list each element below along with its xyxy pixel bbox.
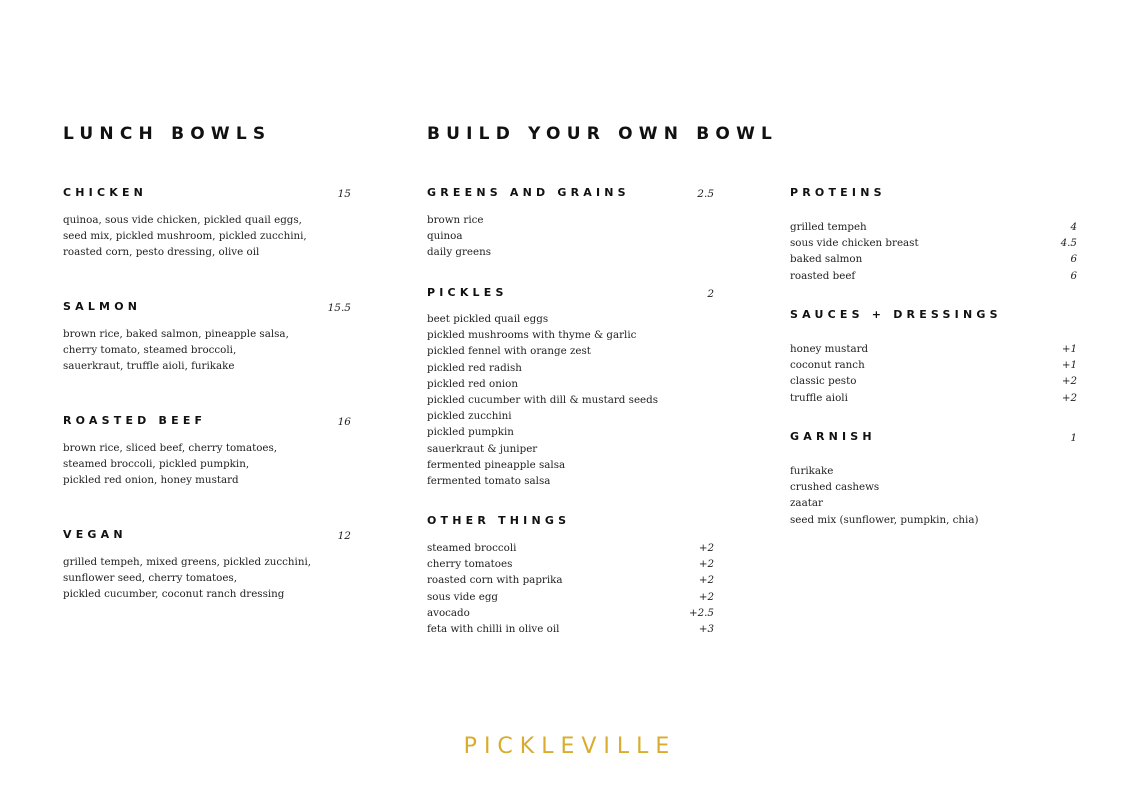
- item-price: +2: [698, 542, 714, 554]
- item-price: +2: [698, 590, 714, 603]
- section-title: OTHER THINGS: [427, 514, 571, 527]
- list-item: [790, 390, 1077, 406]
- pickles-section: [427, 286, 714, 496]
- item-name: coconut ranch: [790, 359, 865, 372]
- item-price: +2: [1061, 375, 1077, 388]
- list-item: quinoa: [427, 230, 463, 243]
- list-item: pickled red radish: [427, 361, 522, 374]
- bowl-price: 15: [337, 188, 351, 200]
- bowl-price: 12: [337, 530, 351, 542]
- description-line: brown rice, sliced beef, cherry tomatoes,: [63, 442, 278, 454]
- list-item: [790, 341, 1077, 357]
- description-line: brown rice, baked salmon, pineapple salsa,: [63, 328, 289, 340]
- list-item: [427, 621, 714, 637]
- description-line: quinoa, sous vide chicken, pickled quail eggs,: [63, 214, 302, 226]
- item-name: steamed broccoli: [427, 542, 517, 554]
- greens-and-grains-section: [427, 186, 714, 266]
- list-item: [427, 572, 714, 588]
- item-name: truffle aioli: [790, 391, 848, 404]
- item-price: +1: [1061, 359, 1077, 372]
- bowl-price: 16: [337, 416, 351, 428]
- section-price: 2: [707, 288, 714, 300]
- item-price: +2.5: [688, 606, 714, 619]
- sauces-list: [790, 341, 1077, 406]
- lunch-bowls-heading: LUNCH BOWLS: [63, 124, 272, 144]
- item-price: 6: [1070, 253, 1077, 266]
- brand-logo: PICKLEVILLE: [463, 734, 677, 759]
- item-name: roasted corn with paprika: [427, 574, 563, 587]
- bowl-price: 15.5: [327, 302, 351, 314]
- bowl-name: CHICKEN: [63, 186, 148, 199]
- bowl-salmon: [63, 300, 351, 380]
- list-item: pickled pumpkin: [427, 426, 514, 439]
- section-title: PROTEINS: [790, 186, 886, 199]
- list-item: fermented pineapple salsa: [427, 458, 566, 471]
- bowl-name: VEGAN: [63, 528, 127, 541]
- description-line: cherry tomato, steamed broccoli,: [63, 344, 237, 357]
- item-name: sous vide egg: [427, 590, 499, 603]
- section-title: SAUCES + DRESSINGS: [790, 308, 1002, 321]
- list-item: [790, 235, 1077, 251]
- build-column-middle: [427, 0, 714, 805]
- section-title: GARNISH: [790, 430, 876, 443]
- list-item: [790, 268, 1077, 284]
- bowl-description: [63, 212, 307, 261]
- build-your-own-heading: BUILD YOUR OWN BOWL: [427, 124, 779, 144]
- list-item: zaatar: [790, 497, 823, 510]
- description-line: pickled cucumber, coconut ranch dressing: [63, 588, 285, 601]
- list-item: pickled red onion: [427, 377, 518, 390]
- item-name: feta with chilli in olive oil: [427, 622, 560, 635]
- item-price: 4: [1070, 221, 1077, 233]
- item-name: sous vide chicken breast: [790, 237, 919, 250]
- list-item: pickled mushrooms with thyme & garlic: [427, 329, 637, 342]
- list-item: [790, 357, 1077, 373]
- description-line: sunflower seed, cherry tomatoes,: [63, 572, 237, 585]
- bowl-chicken: [63, 186, 351, 266]
- list-item: [790, 251, 1077, 267]
- bowl-name: ROASTED BEEF: [63, 414, 207, 427]
- garnish-list: [790, 463, 1077, 528]
- item-name: honey mustard: [790, 343, 869, 355]
- item-price: 4.5: [1060, 237, 1077, 250]
- item-name: classic pesto: [790, 375, 857, 388]
- item-price: +2: [698, 574, 714, 587]
- other-things-section: [427, 514, 714, 644]
- proteins-section: [790, 186, 1077, 286]
- list-item: [790, 373, 1077, 389]
- description-line: sauerkraut, truffle aioli, furikake: [63, 360, 235, 373]
- build-column-right: [790, 0, 1077, 805]
- item-name: cherry tomatoes: [427, 558, 513, 571]
- item-name: avocado: [427, 606, 470, 619]
- item-price: 6: [1070, 269, 1077, 282]
- sauces-section: [790, 308, 1077, 408]
- bowl-roasted-beef: [63, 414, 351, 494]
- greens-list: [427, 212, 714, 261]
- list-item: [427, 540, 714, 556]
- bowl-vegan: [63, 528, 351, 608]
- list-item: furikake: [790, 465, 834, 477]
- lunch-bowls-column: [63, 0, 351, 805]
- list-item: [790, 219, 1077, 235]
- list-item: pickled zucchini: [427, 410, 512, 423]
- description-line: steamed broccoli, pickled pumpkin,: [63, 458, 250, 471]
- list-item: fermented tomato salsa: [427, 474, 551, 487]
- section-title: GREENS AND GRAINS: [427, 186, 630, 199]
- bowl-description: [63, 440, 277, 489]
- item-name: baked salmon: [790, 253, 863, 266]
- bowl-name: SALMON: [63, 300, 142, 313]
- list-item: seed mix (sunflower, pumpkin, chia): [790, 513, 979, 526]
- section-price: 1: [1070, 432, 1077, 444]
- description-line: roasted corn, pesto dressing, olive oil: [63, 246, 260, 259]
- section-price: 2.5: [697, 188, 714, 200]
- list-item: [427, 556, 714, 572]
- list-item: beet pickled quail eggs: [427, 313, 549, 325]
- item-price: +1: [1061, 343, 1077, 355]
- list-item: [427, 605, 714, 621]
- bowl-description: [63, 326, 289, 375]
- list-item: sauerkraut & juniper: [427, 442, 538, 455]
- description-line: grilled tempeh, mixed greens, pickled zucchini,: [63, 556, 312, 568]
- garnish-section: [790, 430, 1077, 530]
- list-item: pickled cucumber with dill & mustard seeds: [427, 393, 659, 406]
- other-things-list: [427, 540, 714, 637]
- list-item: pickled fennel with orange zest: [427, 345, 591, 358]
- item-price: +2: [1061, 391, 1077, 404]
- list-item: crushed cashews: [790, 481, 880, 494]
- description-line: seed mix, pickled mushroom, pickled zucchini,: [63, 230, 307, 243]
- section-title: PICKLES: [427, 286, 508, 299]
- item-price: +3: [698, 622, 714, 635]
- description-line: pickled red onion, honey mustard: [63, 474, 239, 487]
- item-name: grilled tempeh: [790, 221, 867, 233]
- item-name: roasted beef: [790, 269, 856, 282]
- item-price: +2: [698, 558, 714, 571]
- list-item: brown rice: [427, 214, 484, 226]
- list-item: daily greens: [427, 246, 492, 259]
- list-item: [427, 589, 714, 605]
- pickles-list: [427, 311, 714, 489]
- bowl-description: [63, 554, 311, 603]
- proteins-list: [790, 219, 1077, 284]
